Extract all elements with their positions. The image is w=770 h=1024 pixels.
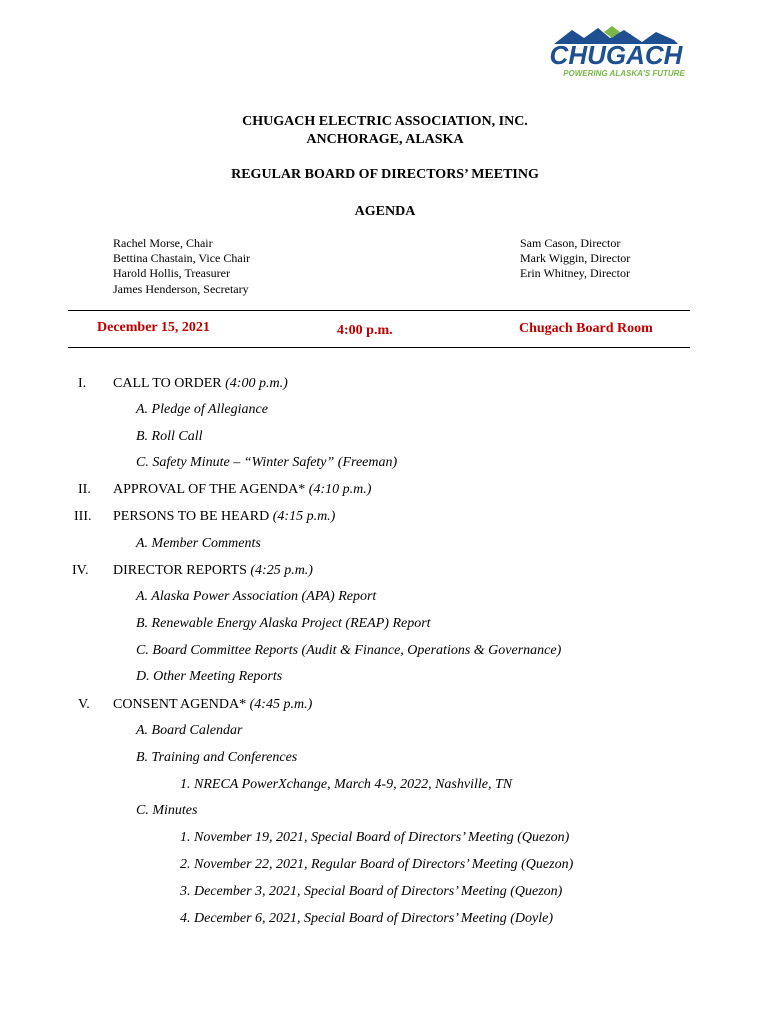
- agenda-item-time: (4:00 p.m.): [225, 376, 288, 391]
- agenda-numeral: I.: [78, 376, 87, 391]
- agenda-item-time: (4:10 p.m.): [308, 482, 372, 497]
- director: Bettina Chastain, Vice Chair: [113, 251, 251, 266]
- agenda-item: [113, 375, 288, 393]
- agenda-item-time: (4:15 p.m.): [272, 509, 336, 524]
- agenda-numeral: IV.: [72, 563, 89, 578]
- agenda-item-title: CONSENT AGENDA*: [113, 697, 247, 712]
- divider-top: [68, 310, 690, 311]
- agenda-subitem: B. Roll Call: [136, 429, 203, 444]
- agenda-item: [113, 481, 371, 499]
- agenda-subitem: A. Member Comments: [136, 536, 261, 551]
- director: Rachel Morse, Chair: [113, 236, 213, 250]
- agenda-subitem: A. Board Calendar: [136, 723, 243, 738]
- agenda-subsubitem: 2. November 22, 2021, Regular Board of Directors’ Meeting (Quezon): [180, 857, 574, 872]
- agenda-numeral: II.: [78, 482, 91, 497]
- agenda-subitem: B. Training and Conferences: [136, 750, 298, 765]
- agenda-item: [113, 562, 313, 580]
- director: Erin Whitney, Director: [520, 266, 630, 281]
- agenda-subitem: C. Minutes: [136, 803, 198, 818]
- divider-bottom: [68, 347, 690, 348]
- director: Harold Hollis, Treasurer: [113, 266, 230, 281]
- agenda-subitem: A. Alaska Power Association (APA) Report: [136, 589, 377, 604]
- agenda-subitem: D. Other Meeting Reports: [136, 669, 283, 684]
- agenda-subsubitem: 1. NRECA PowerXchange, March 4-9, 2022, Nashville, TN: [180, 777, 513, 792]
- doc-title: AGENDA: [354, 204, 416, 219]
- director: Mark Wiggin, Director: [520, 251, 631, 266]
- agenda-subitem: C. Board Committee Reports (Audit & Finance, Operations & Governance): [136, 643, 562, 658]
- logo-wordmark: CHUGACH: [549, 40, 683, 70]
- meeting-title: REGULAR BOARD OF DIRECTORS’ MEETING: [231, 167, 539, 182]
- agenda-subsubitem: 4. December 6, 2021, Special Board of Directors’ Meeting (Doyle): [180, 911, 553, 926]
- logo-tagline: POWERING ALASKA'S FUTURE: [563, 69, 685, 78]
- director: James Henderson, Secretary: [113, 281, 249, 296]
- agenda-subsubitem: 3. December 3, 2021, Special Board of Directors’ Meeting (Quezon): [180, 884, 563, 899]
- org-location: ANCHORAGE, ALASKA: [306, 132, 464, 147]
- agenda-item-time: (4:45 p.m.): [249, 697, 313, 712]
- chugach-logo: [546, 26, 686, 80]
- agenda-item: [113, 696, 312, 714]
- mountain-logo-icon: [546, 26, 686, 80]
- agenda-item-title: CALL TO ORDER: [113, 376, 222, 391]
- agenda-item-title: DIRECTOR REPORTS: [113, 563, 247, 578]
- org-name: CHUGACH ELECTRIC ASSOCIATION, INC.: [242, 114, 528, 129]
- agenda-numeral: V.: [78, 697, 90, 712]
- director: Sam Cason, Director: [520, 236, 621, 250]
- meeting-place: Chugach Board Room: [519, 321, 653, 336]
- agenda-item-title: PERSONS TO BE HEARD: [113, 509, 270, 524]
- directors-members: [520, 236, 630, 282]
- meeting-time: 4:00 p.m.: [337, 323, 393, 338]
- agenda-subitem: A. Pledge of Allegiance: [136, 402, 268, 417]
- agenda-subsubitem: 1. November 19, 2021, Special Board of Directors’ Meeting (Quezon): [180, 830, 570, 845]
- agenda-subitem: B. Renewable Energy Alaska Project (REAP) Report: [136, 616, 431, 631]
- agenda-item: [113, 508, 335, 526]
- directors-officers: [113, 236, 250, 297]
- agenda-subitem: C. Safety Minute – “Winter Safety” (Freeman): [136, 455, 398, 470]
- agenda-numeral: III.: [74, 509, 92, 524]
- meeting-date: December 15, 2021: [97, 320, 210, 335]
- agenda-item-title: APPROVAL OF THE AGENDA*: [113, 482, 306, 497]
- agenda-item-time: (4:25 p.m.): [250, 563, 313, 578]
